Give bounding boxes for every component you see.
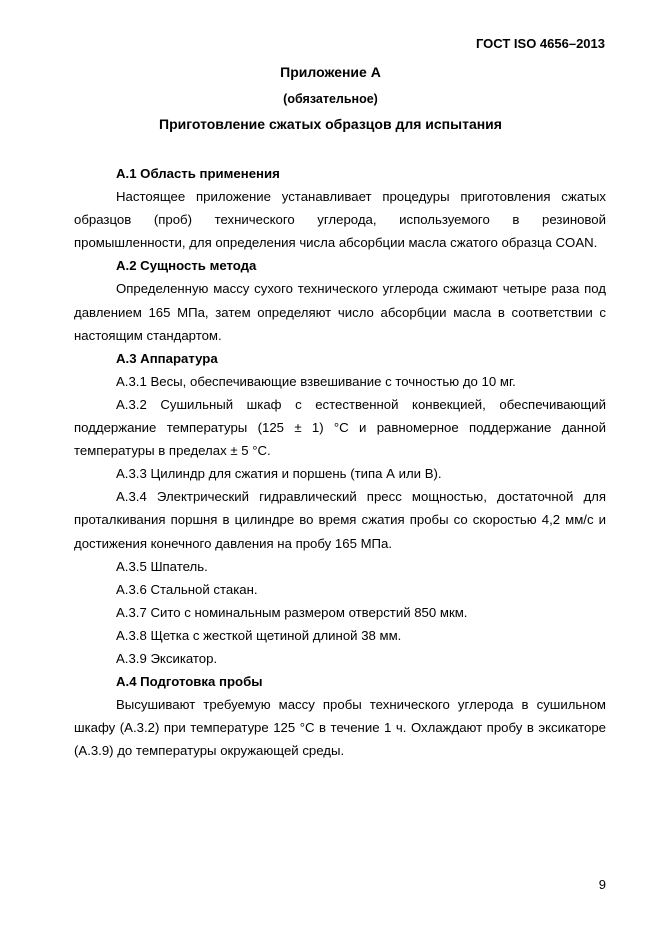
list-item-a3-7: А.3.7 Сито с номинальным размером отверстий 850 мкм. [116,604,468,620]
section-text-a1: Настоящее приложение устанавливает процедуры приготовления сжатых образцов (проб) технического углерода, используемого в резиновой промышленности, для определения числа абсорбции масла сжатого образца COAN. [74,189,606,251]
document-code: ГОСТ ISO 4656–2013 [475,36,605,51]
section-heading-a2: А.2 Сущность метода [116,258,257,274]
appendix-name: Приготовление сжатых образцов для испытания [159,116,502,132]
page-number: 9 [598,877,606,892]
list-item-a3-6: А.3.6 Стальной стакан. [116,581,258,597]
list-item-a3-8: А.3.8 Щетка с жесткой щетиной длиной 38 мм. [116,627,402,643]
section-heading-a3: А.3 Аппаратура [116,350,218,366]
appendix-title: Приложение А [280,64,381,80]
appendix-status: (обязательное) [283,92,378,106]
list-item-a3-2: А.3.2 Сушильный шкаф с естественной конвекцией, обеспечивающий поддержание температуры (125 ± 1) °С и равномерное поддержание данной температуры в пределах ± 5 °С. [74,396,606,459]
section-heading-a4: А.4 Подготовка пробы [116,674,263,690]
list-item-a3-4: А.3.4 Электрический гидравлический пресс мощностью, достаточной для проталкивания поршня в цилиндре во время сжатия пробы со скоростью 4,2 мм/с и достижения конечного давления на пробу 165 МПа. [74,489,606,551]
list-item-a3-9: А.3.9 Эксикатор. [116,650,218,666]
list-item-a3-3: А.3.3 Цилиндр для сжатия и поршень (типа А или В). [116,466,442,482]
section-text-a2: Определенную массу сухого технического углерода сжимают четыре раза под давлением 165 МПа, затем определяют число абсорбции масла в соответствии с настоящим стандартом. [74,281,606,343]
document-body [74,162,606,762]
section-heading-a1: А.1 Область применения [116,166,280,181]
list-item-a3-5: А.3.5 Шпатель. [116,558,208,574]
list-item-a3-1: А.3.1 Весы, обеспечивающие взвешивание с точностью до 10 мг. [116,373,516,389]
section-text-a4: Высушивают требуемую массу пробы технического углерода в сушильном шкафу (А.3.2) при температуре 125 °С в течение 1 ч. Охлаждают пробу в эксикаторе (А.3.9) до температуры окружающей среды. [74,697,606,759]
